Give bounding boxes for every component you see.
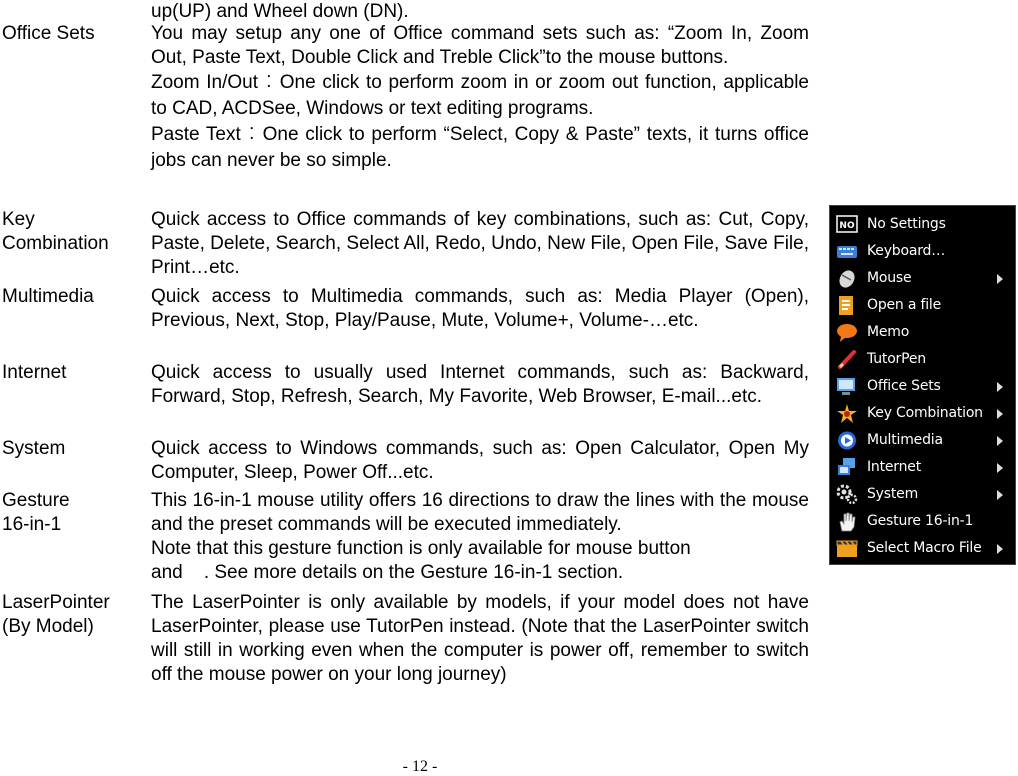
paragraph: The LaserPointer is only available by models, if your model does not have LaserPointer, please use TutorPen instead. (Note that the LaserPointer switch will still in working even when the computer is power off, remember to switch off the mouse power on your long journey) xyxy=(151,592,809,685)
menu-item-label: System xyxy=(867,486,919,502)
open-file-icon xyxy=(836,295,858,316)
paragraph: Note that this gesture function is only available for mouse button xyxy=(151,538,691,559)
menu-item-label: Multimedia xyxy=(867,432,943,448)
submenu-arrow-icon xyxy=(997,382,1003,392)
menu-item-select-macro-file[interactable] xyxy=(830,535,1015,562)
term-gesture: Gesture 16-in-1 xyxy=(2,490,70,535)
paragraph: Quick access to Office commands of key combinations, such as: Cut, Copy, Paste, Delete, Search, Select All, Redo, Undo, New File, Open File, Save File, Print…etc. xyxy=(151,209,809,278)
paragraph: Paste Text︰One click to perform “Select, Copy & Paste” texts, it turns office jobs can never be so simple. xyxy=(151,124,809,171)
menu-item-label: Open a file xyxy=(867,297,941,313)
menu-item-label: Memo xyxy=(867,324,910,340)
menu-item-label: No Settings xyxy=(867,216,946,232)
no-settings-icon xyxy=(836,214,858,235)
menu-item-open-file[interactable] xyxy=(830,292,1015,319)
submenu-arrow-icon xyxy=(997,436,1003,446)
submenu-arrow-icon xyxy=(997,409,1003,419)
menu-item-label: Internet xyxy=(867,459,921,475)
menu-item-label: Select Macro File xyxy=(867,540,982,556)
submenu-arrow-icon xyxy=(997,490,1003,500)
page-number: - 12 - xyxy=(402,758,438,775)
description-gesture xyxy=(151,489,809,585)
keyboard-icon xyxy=(836,241,858,262)
menu-item-label: TutorPen xyxy=(867,351,926,367)
menu-item-label: Mouse xyxy=(867,270,912,286)
pen-icon xyxy=(836,349,858,370)
paragraph: Zoom In/Out︰One click to perform zoom in or zoom out function, applicable to CAD, ACDSee, Windows or text editing programs. xyxy=(151,72,809,119)
description-key-combination xyxy=(151,208,809,280)
description-system xyxy=(151,437,809,485)
paragraph: Quick access to usually used Internet commands, such as: Backward, Forward, Stop, Refresh, Search, My Favorite, Web Browser, E-mail...etc. xyxy=(151,362,809,407)
paragraph: up(UP) and Wheel down (DN). xyxy=(151,1,409,22)
menu-item-label: Key Combination xyxy=(867,405,983,421)
paragraph: and . See more details on the Gesture 16-in-1 section. xyxy=(151,562,624,583)
term-multimedia: Multimedia xyxy=(2,286,94,307)
submenu-arrow-icon xyxy=(997,463,1003,473)
paragraph: Quick access to Multimedia commands, such as: Media Player (Open), Previous, Next, Stop, Play/Pause, Mute, Volume+, Volume-…etc. xyxy=(151,286,809,331)
menu-item-gesture[interactable] xyxy=(830,508,1015,535)
menu-item-internet[interactable] xyxy=(830,454,1015,481)
description-laserpointer xyxy=(151,591,809,687)
term-office-sets: Office Sets xyxy=(2,23,95,44)
submenu-arrow-icon xyxy=(997,544,1003,554)
multimedia-icon xyxy=(836,430,858,451)
menu-item-label: Keyboard… xyxy=(867,243,946,259)
menu-item-key-combination[interactable] xyxy=(830,400,1015,427)
paragraph: You may setup any one of Office command sets such as: “Zoom In, Zoom Out, Paste Text, Double Click and Treble Click”to the mouse buttons. xyxy=(151,23,809,68)
menu-item-no-settings[interactable] xyxy=(830,211,1015,238)
term-laserpointer: LaserPointer (By Model) xyxy=(2,592,110,637)
paragraph: Quick access to Windows commands, such as: Open Calculator, Open My Computer, Sleep, Power Off...etc. xyxy=(151,438,809,483)
term-system: System xyxy=(2,438,66,459)
description-multimedia xyxy=(151,285,809,333)
internet-icon xyxy=(836,457,858,478)
menu-item-tutorpen[interactable] xyxy=(830,346,1015,373)
menu-item-keyboard[interactable] xyxy=(830,238,1015,265)
key-combination-icon xyxy=(836,403,858,424)
menu-item-label: Office Sets xyxy=(867,378,941,394)
mouse-icon xyxy=(836,268,858,289)
menu-item-system[interactable] xyxy=(830,481,1015,508)
menu-item-memo[interactable] xyxy=(830,319,1015,346)
macro-file-icon xyxy=(836,538,858,559)
description-office-sets xyxy=(151,22,809,174)
description-internet xyxy=(151,361,809,409)
description-wheel xyxy=(151,0,809,24)
term-key-combination: Key Combination xyxy=(2,209,109,254)
menu-item-office-sets[interactable] xyxy=(830,373,1015,400)
submenu-arrow-icon xyxy=(997,274,1003,284)
svg-text:NO: NO xyxy=(839,221,855,231)
menu-item-multimedia[interactable] xyxy=(830,427,1015,454)
menu-item-mouse[interactable] xyxy=(830,265,1015,292)
system-icon xyxy=(836,484,858,505)
hand-icon xyxy=(836,511,858,532)
term-internet: Internet xyxy=(2,362,67,383)
context-menu xyxy=(829,205,1016,565)
memo-icon xyxy=(836,322,858,343)
menu-item-label: Gesture 16-in-1 xyxy=(867,513,974,529)
office-sets-icon xyxy=(836,376,858,397)
paragraph: This 16-in-1 mouse utility offers 16 directions to draw the lines with the mouse and the preset commands will be executed immediately. xyxy=(151,490,809,535)
